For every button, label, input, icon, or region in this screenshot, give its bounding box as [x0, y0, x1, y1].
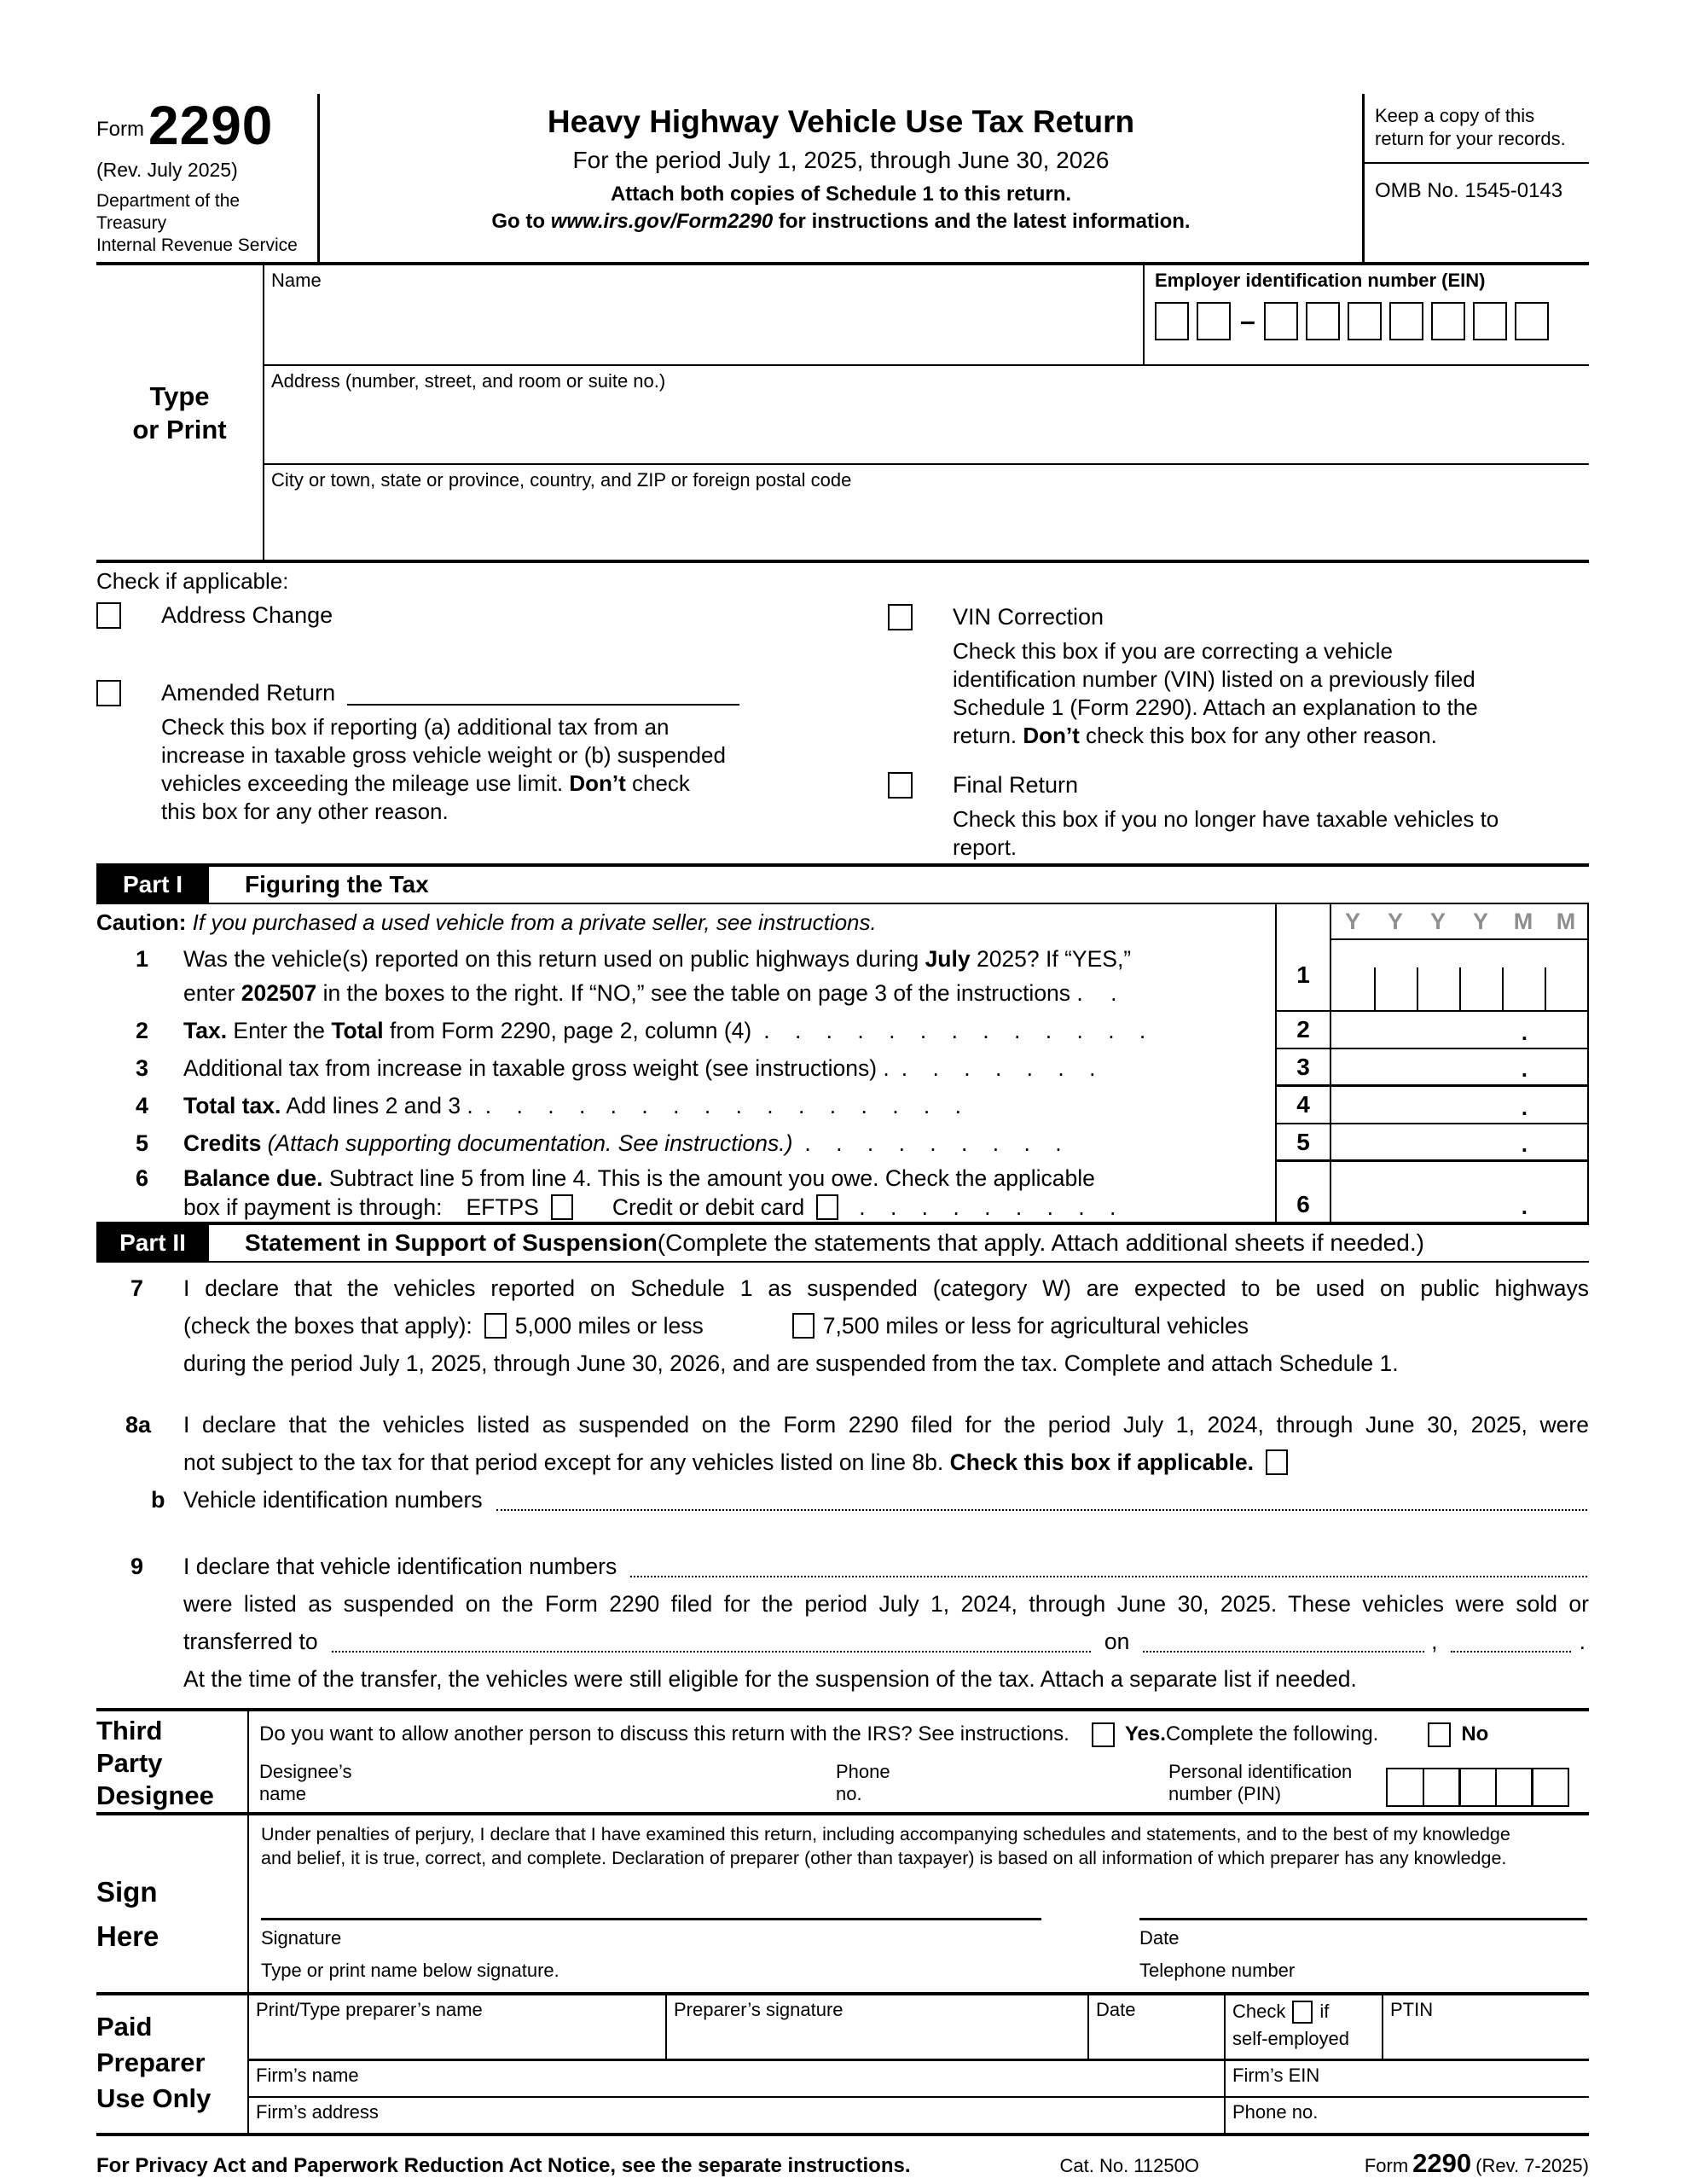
- line9-on-label: on: [1104, 1629, 1130, 1655]
- line6-bold: Balance due.: [183, 1165, 323, 1192]
- dept-treasury: Department of the Treasury: [96, 191, 241, 234]
- part1-body: [96, 904, 1589, 1222]
- line5-row: [96, 1124, 1275, 1162]
- line5-bold1: Credits: [183, 1130, 262, 1157]
- ptin-label: PTIN: [1390, 1999, 1434, 2021]
- final-return-checkbox[interactable]: [888, 772, 913, 799]
- designee-pin-label1: Personal identification: [1168, 1761, 1353, 1783]
- sign-date-label: Date: [1139, 1927, 1180, 1949]
- ein-box[interactable]: [1306, 302, 1340, 340]
- line9-number: 9: [130, 1554, 144, 1580]
- date-entry-boxes[interactable]: [1331, 940, 1587, 1012]
- line7-text2: (check the boxes that apply):: [183, 1313, 472, 1339]
- final-desc-line2: report.: [953, 834, 1017, 861]
- date-line: [1139, 1918, 1587, 1920]
- ein-box[interactable]: [1473, 302, 1507, 340]
- pin-box[interactable]: [1423, 1768, 1461, 1807]
- line3-dot-leader: . . . . . . .: [901, 1055, 1105, 1082]
- preparer-signature-label: Preparer’s signature: [674, 1999, 844, 2021]
- vin-correction-description: [953, 637, 1589, 750]
- form-title-block: [320, 94, 1362, 262]
- line8a-text2: [183, 1443, 1589, 1481]
- address-label: Address (number, street, and room or suite no.): [271, 370, 666, 392]
- ein-box[interactable]: [1431, 302, 1465, 340]
- credit-card-label: Credit or debit card: [612, 1194, 805, 1221]
- line8a-text1: I declare that the vehicles listed as suspended on the Form 2290 filed for the period July 1, 2024, through June 30, 2025, were: [183, 1412, 1589, 1438]
- pin-box[interactable]: [1495, 1768, 1533, 1807]
- form-header: [96, 94, 1589, 265]
- line1-text-a: [183, 942, 1275, 976]
- line2-amount-cell[interactable]: [1331, 1012, 1587, 1049]
- designee-question-row: [249, 1711, 1589, 1757]
- line8b-block: [96, 1481, 1589, 1519]
- signature-area[interactable]: [261, 1918, 1041, 1949]
- line5-dot-leader: . . . . . . . . .: [804, 1130, 1071, 1157]
- yyyymm-letter: M: [1513, 908, 1533, 934]
- city-label: City or town, state or province, country, and ZIP or foreign postal code: [271, 469, 852, 491]
- perjury-statement: [249, 1815, 1589, 1870]
- decimal-dot: .: [1521, 1019, 1528, 1046]
- perjury-line2: and belief, it is true, correct, and complete. Declaration of preparer (other than taxpayer) is based on all information of which preparer has any knowledge.: [261, 1848, 1507, 1869]
- line3-number: 3: [136, 1055, 149, 1082]
- footer-form-rev: (Rev. 7-2025): [1475, 2155, 1589, 2177]
- amended-desc-line3-pre: vehicles exceeding the mileage use limit.: [161, 770, 570, 797]
- omb-number: OMB No. 1545-0143: [1375, 179, 1563, 202]
- line2-seg2: from Form 2290, page 2, column (4): [383, 1018, 752, 1044]
- miles-5000-label: 5,000 miles or less: [514, 1313, 704, 1339]
- preparer-date-field[interactable]: [1089, 1995, 1226, 2059]
- line2-text: [183, 1012, 1275, 1049]
- line2-dot-leader: . . . . . . . . . . . . .: [763, 1018, 1156, 1044]
- line8a-checkbox[interactable]: [1266, 1449, 1288, 1475]
- part1-header-bar: [96, 863, 1589, 904]
- transfer-year-entry-line[interactable]: [1451, 1651, 1570, 1653]
- type-or-print-line1: Type: [149, 380, 210, 411]
- date-box-divider: [1417, 967, 1418, 1010]
- vin-desc-line4-pre: return.: [953, 723, 1023, 749]
- designee-label-line2: Party: [96, 1748, 163, 1779]
- row1-number: 1: [1277, 940, 1331, 1012]
- self-employed-cell: [1226, 1995, 1383, 2059]
- telephone-label: Telephone number: [1139, 1960, 1296, 1982]
- vin-desc-line2: identification number (VIN) listed on a previously filed: [953, 666, 1475, 693]
- footer-form-id: [1365, 2148, 1589, 2179]
- ein-label: Employer identification number (EIN): [1155, 270, 1486, 292]
- ein-box[interactable]: [1389, 302, 1423, 340]
- self-employed-label: self-employed: [1232, 2027, 1349, 2049]
- preparer-label-line1: Paid: [96, 2012, 153, 2042]
- paid-preparer-section: [96, 1992, 1589, 2133]
- line5-text: [183, 1124, 1275, 1162]
- privacy-notice: For Privacy Act and Paperwork Reduction Act Notice, see the separate instructions.: [96, 2154, 911, 2178]
- line3-seg1: Additional tax from increase in taxable gross weight (see instructions) .: [183, 1055, 890, 1082]
- line4-number: 4: [136, 1093, 149, 1119]
- line8a-text2-pre: not subject to the tax for that period except for any vehicles listed on line 8b.: [183, 1449, 950, 1476]
- line1-text-b: [183, 976, 1275, 1010]
- designee-no-checkbox[interactable]: [1428, 1722, 1451, 1747]
- preparer-name-field[interactable]: [249, 1995, 667, 2059]
- part2-header-bar: [96, 1222, 1589, 1263]
- designee-question: Do you want to allow another person to discuss this return with the IRS? See instructions.: [259, 1722, 1070, 1746]
- form-word: Form: [96, 118, 144, 142]
- line8a-block: [96, 1406, 1589, 1481]
- check-if-applicable-section: [96, 563, 1589, 863]
- line2-bold1: Tax.: [183, 1018, 228, 1044]
- applicable-heading: Check if applicable:: [96, 568, 289, 595]
- sign-date-area[interactable]: [1139, 1918, 1587, 1949]
- date-box-divider: [1459, 967, 1461, 1010]
- line4-row: [96, 1087, 1275, 1124]
- part2-title-bold: Statement in Support of Suspension: [245, 1229, 658, 1257]
- firm-name-label: Firm’s name: [256, 2065, 359, 2087]
- line2-number: 2: [136, 1018, 149, 1044]
- amended-return-row: [96, 680, 881, 706]
- attach-note: Attach both copies of Schedule 1 to this return.: [610, 183, 1072, 206]
- line2-row: [96, 1012, 1275, 1049]
- line4-text: [183, 1087, 1275, 1124]
- line5-amount-cell[interactable]: [1331, 1124, 1587, 1162]
- firm-name-field[interactable]: [249, 2061, 1224, 2096]
- amended-desc-line3: [161, 770, 881, 798]
- preparer-label-line2: Preparer: [96, 2048, 206, 2078]
- part2-subtitle: (Complete the statements that apply. Attach additional sheets if needed.): [657, 1229, 1424, 1257]
- part2-title: [209, 1225, 1424, 1261]
- line1-a-post: 2025? If “YES,”: [970, 946, 1132, 973]
- self-employed-check-label: Check: [1232, 2001, 1286, 2023]
- final-return-label: Final Return: [953, 772, 1079, 799]
- line7-text3: during the period July 1, 2025, through June 30, 2026, and are suspended from the tax. Complete and attach Schedule 1.: [183, 1350, 1399, 1377]
- eftps-checkbox[interactable]: [551, 1194, 573, 1220]
- line1-b-pre: enter: [183, 980, 241, 1007]
- yyyymm-letter: M: [1556, 908, 1576, 934]
- vin-desc-line4-bold: Don’t: [1023, 723, 1080, 749]
- line9-text1: I declare that vehicle identification numbers: [183, 1554, 617, 1580]
- row5-number: 5: [1277, 1124, 1331, 1162]
- firm-ein-field[interactable]: [1224, 2061, 1589, 2096]
- page-title: Heavy Highway Vehicle Use Tax Return: [547, 104, 1135, 139]
- row2-number: 2: [1277, 1012, 1331, 1049]
- name-label: Name: [271, 270, 322, 292]
- firm-address-field[interactable]: [249, 2098, 1224, 2133]
- pin-box[interactable]: [1458, 1768, 1497, 1807]
- row3-number: 3: [1277, 1049, 1331, 1087]
- eftps-label: EFTPS: [466, 1194, 539, 1221]
- self-employed-if-label: if: [1319, 2001, 1330, 2023]
- line1-number: 1: [136, 946, 149, 973]
- address-change-checkbox[interactable]: [96, 602, 121, 629]
- designee-label-line3: Designee: [96, 1780, 214, 1811]
- perjury-line1: Under penalties of perjury, I declare that I have examined this return, including accompanying schedules and statements, and to the best of my knowledge: [261, 1824, 1510, 1845]
- line7-text1: I declare that the vehicles reported on Schedule 1 as suspended (category W) are expected to be used on public highways: [183, 1275, 1589, 1302]
- transferred-to-entry-line[interactable]: [332, 1651, 1091, 1653]
- part1-amount-table: [1275, 904, 1589, 1222]
- line9-text2: were listed as suspended on the Form 2290 filed for the period July 1, 2024, through June 30, 2025. These vehicles were sold or: [183, 1591, 1589, 1618]
- line9-text4: At the time of the transfer, the vehicles were still eligible for the suspension of the tax. Attach a separate list if needed.: [183, 1666, 1357, 1693]
- vin-correction-label: VIN Correction: [953, 604, 1104, 630]
- line6-text-b: [183, 1193, 1275, 1222]
- third-party-designee-label: [96, 1711, 247, 1812]
- line9-transferred-label: transferred to: [183, 1629, 318, 1655]
- paid-preparer-wrap: [96, 1992, 1589, 2136]
- preparer-name-label: Print/Type preparer’s name: [256, 1999, 483, 2021]
- designee-label-line1: Third: [96, 1716, 163, 1746]
- designee-phone-label2: no.: [836, 1783, 862, 1805]
- ein-dash: –: [1240, 305, 1255, 337]
- line4-bold1: Total tax.: [183, 1093, 281, 1119]
- line6-text-a: [183, 1164, 1275, 1193]
- line5-number: 5: [136, 1130, 149, 1157]
- line1-a-pre: Was the vehicle(s) reported on this return used on public highways during: [183, 946, 925, 973]
- line6-number: 6: [136, 1165, 149, 1192]
- date-box-divider: [1374, 967, 1376, 1010]
- line8b-row: [183, 1481, 1589, 1519]
- line6-seg1: Subtract line 5 from line 4. This is the amount you owe. Check the applicable: [322, 1165, 1095, 1192]
- credit-card-checkbox[interactable]: [816, 1194, 838, 1220]
- part2-tab: Part II: [96, 1225, 209, 1261]
- header-right-block: [1362, 94, 1589, 262]
- footer-form-word: Form: [1364, 2155, 1409, 2177]
- firm-address-label: Firm’s address: [256, 2101, 379, 2123]
- keep-copy-note: Keep a copy of this return for your records.: [1365, 94, 1589, 164]
- vin-desc-line4: [953, 722, 1589, 750]
- decimal-dot: .: [1521, 1194, 1528, 1220]
- signature-label: Signature: [261, 1927, 342, 1949]
- type-or-print-label: [96, 265, 264, 560]
- signature-line: [261, 1918, 1041, 1920]
- line2-bold2: Total: [331, 1018, 384, 1044]
- designee-pin-label2: number (PIN): [1168, 1783, 1282, 1805]
- sign-here-section: [96, 1812, 1589, 1992]
- form-number: 2290: [148, 95, 274, 156]
- line6-amount-cell[interactable]: [1331, 1162, 1587, 1222]
- preparer-date-label: Date: [1096, 1999, 1136, 2021]
- name-field[interactable]: [264, 265, 1143, 364]
- caution-text: If you purchased a used vehicle from a private seller, see instructions.: [186, 909, 877, 936]
- firm-ein-label: Firm’s EIN: [1232, 2065, 1320, 2087]
- amended-return-month-line[interactable]: [347, 682, 739, 706]
- amended-return-description: [161, 713, 881, 826]
- page-footer: [96, 2136, 1589, 2179]
- city-field[interactable]: [264, 465, 1589, 560]
- miles-7500-label: 7,500 miles or less for agricultural vehicles: [822, 1313, 1249, 1339]
- row4-number: 4: [1277, 1087, 1331, 1124]
- line8b-number: b: [151, 1487, 165, 1513]
- line3-text: [183, 1049, 1275, 1087]
- designee-no-label: No: [1461, 1722, 1489, 1746]
- designee-phone-label1: Phone: [836, 1761, 890, 1783]
- firm-phone-field[interactable]: [1224, 2098, 1589, 2133]
- line8a-text2-bold: Check this box if applicable.: [949, 1449, 1254, 1476]
- address-change-label: Address Change: [161, 602, 333, 629]
- line9-period: .: [1579, 1629, 1586, 1655]
- pin-boxes: [1386, 1757, 1589, 1812]
- line9-row3: [183, 1623, 1589, 1660]
- part1-tab: Part I: [96, 867, 209, 903]
- line2-seg1: Enter the: [227, 1018, 332, 1044]
- vin-correction-row: [888, 604, 1589, 630]
- designee-yes-label: Yes.: [1124, 1722, 1166, 1746]
- date-box-divider: [1502, 967, 1504, 1010]
- vin-desc-line3: Schedule 1 (Form 2290). Attach an explanation to the: [953, 694, 1478, 721]
- designee-phone-field[interactable]: [836, 1757, 1168, 1812]
- amended-desc-line1: Check this box if reporting (a) additional tax from an: [161, 714, 670, 741]
- caution-bold: Caution:: [96, 909, 187, 936]
- third-party-designee-section: [96, 1708, 1589, 1812]
- form-revision: (Rev. July 2025): [96, 159, 238, 182]
- ein-field[interactable]: [1143, 265, 1589, 364]
- final-return-row: [888, 772, 1589, 799]
- catalog-number: Cat. No. 11250O: [1059, 2155, 1199, 2177]
- yyyymm-number-cell: [1277, 904, 1331, 940]
- amended-desc-line3-post: check: [625, 770, 690, 797]
- amended-desc-line4: this box for any other reason.: [161, 799, 449, 825]
- designee-name-field[interactable]: [259, 1757, 836, 1812]
- amended-desc-line2: increase in taxable gross vehicle weight or (b) suspended: [161, 742, 726, 769]
- final-desc-line1: Check this box if you no longer have taxable vehicles to: [953, 806, 1499, 833]
- line3-row: [96, 1049, 1275, 1087]
- miles-7500-checkbox[interactable]: [792, 1313, 815, 1339]
- transfer-date-entry-line[interactable]: [1143, 1651, 1424, 1653]
- designee-name-label1: Designee’s: [259, 1761, 352, 1783]
- form-id-block: [96, 94, 320, 262]
- line7-number: 7: [130, 1275, 144, 1302]
- irs-label: Internal Revenue Service: [96, 235, 298, 256]
- address-change-row: [96, 602, 881, 629]
- vin-desc-line1: Check this box if you are correcting a vehicle: [953, 638, 1393, 665]
- line1-row: [96, 940, 1275, 1012]
- amended-desc-line3-bold: Don’t: [569, 770, 626, 797]
- pin-box[interactable]: [1386, 1768, 1424, 1807]
- yyyymm-letter: Y: [1472, 908, 1488, 934]
- part1-title: Figuring the Tax: [245, 871, 429, 898]
- ein-box[interactable]: [1348, 302, 1382, 340]
- yyyymm-letter: Y: [1387, 908, 1403, 934]
- row6-number: 6: [1277, 1162, 1331, 1222]
- date-box-divider: [1545, 967, 1546, 1010]
- vin-correction-checkbox[interactable]: [888, 604, 913, 630]
- designee-pin-label: [1168, 1757, 1386, 1812]
- decimal-dot: .: [1521, 1095, 1528, 1121]
- irs-url: www.irs.gov/Form2290: [550, 210, 774, 233]
- ein-box[interactable]: [1515, 302, 1549, 340]
- line1-dot-leader: .: [1094, 980, 1127, 1007]
- amended-return-checkbox[interactable]: [96, 680, 121, 706]
- preparer-signature-field[interactable]: [667, 1995, 1089, 2059]
- type-or-print-line2: or Print: [132, 414, 227, 444]
- sign-here-label: [96, 1815, 247, 1992]
- yyyymm-header: [1331, 904, 1587, 940]
- decimal-dot: .: [1521, 1131, 1528, 1158]
- line9-row1: [183, 1548, 1589, 1585]
- designee-yes-checkbox[interactable]: [1092, 1722, 1115, 1747]
- taxpayer-identity-section: [96, 265, 1589, 563]
- line1-b-post: in the boxes to the right. If “NO,” see the table on page 3 of the instructions .: [316, 980, 1083, 1007]
- firm-phone-label: Phone no.: [1232, 2101, 1319, 2123]
- line6-dot-leader: . . . . . . . . .: [859, 1194, 1126, 1221]
- ein-box[interactable]: [1155, 302, 1189, 340]
- goto-post: for instructions and the latest information.: [773, 210, 1191, 233]
- footer-form-number: 2290: [1412, 2148, 1472, 2179]
- line8a-number: 8a: [125, 1412, 152, 1438]
- amended-return-label: Amended Return: [161, 680, 336, 706]
- line8b-vin-entry-line[interactable]: [496, 1509, 1587, 1511]
- yyyymm-letter: Y: [1429, 908, 1446, 934]
- line1-b-bold: 202507: [241, 980, 317, 1007]
- line4-amount-cell[interactable]: [1331, 1087, 1587, 1124]
- preparer-label-line3: Use Only: [96, 2083, 212, 2114]
- self-employed-checkbox[interactable]: [1292, 2001, 1313, 2024]
- line4-dot-leader: . . . . . . . . . . . . . . . .: [484, 1093, 971, 1119]
- address-field[interactable]: [264, 366, 1589, 465]
- type-name-note: Type or print name below signature.: [261, 1960, 559, 1982]
- line5-italic1: (Attach supporting documentation. See instructions.): [261, 1130, 793, 1157]
- ein-box[interactable]: [1264, 302, 1298, 340]
- yyyymm-letter: Y: [1344, 908, 1360, 934]
- line7-block: [96, 1269, 1589, 1382]
- line8b-label: Vehicle identification numbers: [183, 1487, 483, 1513]
- decimal-dot: .: [1521, 1056, 1528, 1083]
- sign-label-line1: Sign: [96, 1876, 158, 1908]
- line9-block: [96, 1548, 1589, 1698]
- ein-box[interactable]: [1197, 302, 1231, 340]
- sign-label-line2: Here: [96, 1920, 159, 1953]
- goto-note: [320, 210, 1362, 239]
- line3-amount-cell[interactable]: [1331, 1049, 1587, 1087]
- line9-vin-entry-line[interactable]: [630, 1576, 1587, 1577]
- paid-preparer-label: [96, 1995, 247, 2133]
- caution-note: [96, 904, 1275, 940]
- designee-name-label2: name: [259, 1783, 307, 1805]
- vin-desc-line4-post: check this box for any other reason.: [1079, 723, 1437, 749]
- designee-yes-rest: Complete the following.: [1165, 1722, 1379, 1746]
- miles-5000-checkbox[interactable]: [484, 1313, 507, 1339]
- line6-row: [96, 1162, 1275, 1222]
- final-return-description: [953, 805, 1589, 862]
- pin-box[interactable]: [1531, 1768, 1569, 1807]
- line9-comma: ,: [1431, 1629, 1438, 1655]
- line7-checkbox-line: [183, 1307, 1589, 1345]
- line1-a-bold: July: [925, 946, 971, 973]
- line6-seg2: box if payment is through:: [183, 1194, 443, 1221]
- ptin-field[interactable]: [1383, 1995, 1589, 2059]
- line4-seg1: Add lines 2 and 3 .: [281, 1093, 473, 1119]
- period-subtitle: For the period July 1, 2025, through June 30, 2026: [572, 147, 1110, 173]
- goto-pre: Go to: [491, 210, 551, 233]
